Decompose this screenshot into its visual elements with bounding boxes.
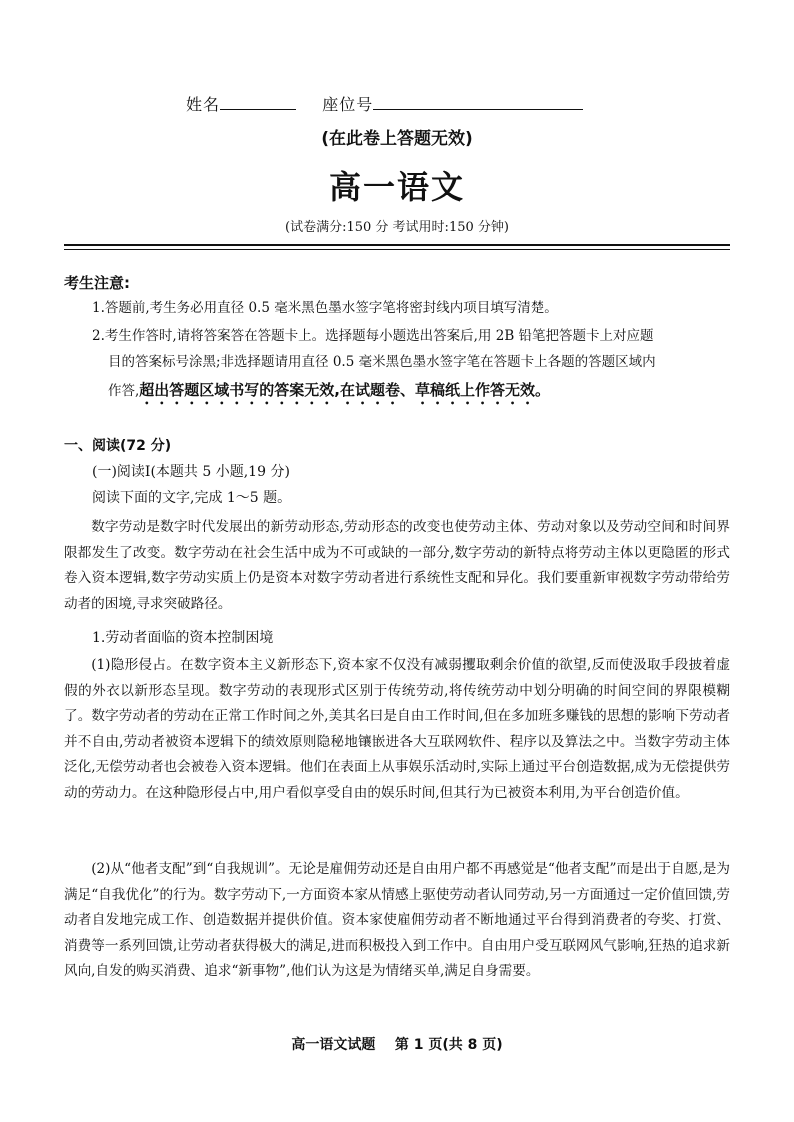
notice-item-2-line-2: 目的答案标号涂黑;非选择题请用直径 0.5 毫米黑色墨水签字笔在答题卡上各题的答题区域内 xyxy=(108,354,656,370)
seat-blank xyxy=(373,95,583,110)
reading-instruction: 阅读下面的文字,完成 1～5 题。 xyxy=(92,490,292,506)
notice-item-2-line-1: 2.考生作答时,请将答案答在答题卡上。选择题每小题选出答案后,用 2B 铅笔把答题卡上对应题 xyxy=(92,328,654,344)
divider-thick xyxy=(64,244,730,246)
subsection-heading: (一)阅读Ⅰ(本题共 5 小题,19 分) xyxy=(92,464,290,480)
exam-header-fields xyxy=(186,92,583,115)
exam-subtitle: (试卷满分:150 分 考试用时:150 分钟) xyxy=(285,220,509,235)
exam-title: 高一语文 xyxy=(328,168,465,206)
notice-heading: 考生注意: xyxy=(64,274,130,292)
seat-label: 座位号 xyxy=(322,95,374,114)
passage-paragraph-2: (1)隐形侵占。在数字资本主义新形态下,资本家不仅没有减弱攫取剩余价值的欲望,反而使汲取手段披着虚假的外衣以新形态呈现。数字劳动的表现形式区别于传统劳动,将传统劳动中划分明确的时间空间的界限模糊了。数字劳动者的劳动在正常工作时间之外,美其名曰是自由工作时间,但在多加班多赚钱的思想的影响下劳动者并不自由,劳动者被资本逻辑下的绩效原则隐秘地镶嵌进各大互联网软件、程序以及算法之中。当数字劳动主体泛化,无偿劳动者也会被卷入资本逻辑。他们在表面上从事娱乐活动时,实际上通过平台创造数据,成为无偿提供劳动的劳动力。在这种隐形侵占中,用户看似享受自由的娱乐时间,但其行为已被资本利用,为平台创造价值。 xyxy=(64,657,730,801)
notice-item-1: 1.答题前,考生务必用直径 0.5 毫米黑色墨水签字笔将密封线内项目填写清楚。 xyxy=(92,300,558,316)
notice-item-2-plain: 作答, xyxy=(108,383,140,399)
passage-subheading-1: 1.劳动者面临的资本控制困境 xyxy=(92,630,274,646)
divider-thin xyxy=(64,249,730,250)
notice-emphasis: 超出答题区域书写的答案无效,在试题卷、草稿纸上作答无效。 xyxy=(139,381,550,399)
name-blank xyxy=(220,95,296,110)
section-heading: 一、阅读(72 分) xyxy=(64,438,172,454)
page-footer: 高一语文试题 第 1 页(共 8 页) xyxy=(291,1037,503,1053)
name-label: 姓名 xyxy=(186,95,221,114)
notice-item-2-line-3 xyxy=(108,380,730,408)
passage-paragraph-3: (2)从“他者支配”到“自我规训”。无论是雇佣劳动还是自由用户都不再感觉是“他者支配”而是出于自愿,是为满足“自我优化”的行为。数字劳动下,一方面资本家从情感上驱使劳动者认同劳动,另一方面通过一定价值回馈,劳动者自发地完成工作、创造数据并提供价值。资本家使雇佣劳动者不断地通过平台得到消费者的夸奖、打赏、消费等一系列回馈,让劳动者获得极大的满足,进而积极投入到工作中。自由用户受互联网风气影响,狂热的追求新风向,自发的购买消费、追求“新事物”,他们认为这是为情绪买单,满足自身需要。 xyxy=(64,861,730,979)
passage-paragraph-1: 数字劳动是数字时代发展出的新劳动形态,劳动形态的改变也使劳动主体、劳动对象以及劳动空间和时间界限都发生了改变。数字劳动在社会生活中成为不可或缺的一部分,数字劳动的新特点将劳动主体以更隐匿的形式卷入资本逻辑,数字劳动实质上仍是资本对数字劳动者进行系统性支配和异化。我们要重新审视数字劳动带给劳动者的困境,寻求突破路径。 xyxy=(64,519,730,612)
invalid-note: (在此卷上答题无效) xyxy=(321,129,473,149)
